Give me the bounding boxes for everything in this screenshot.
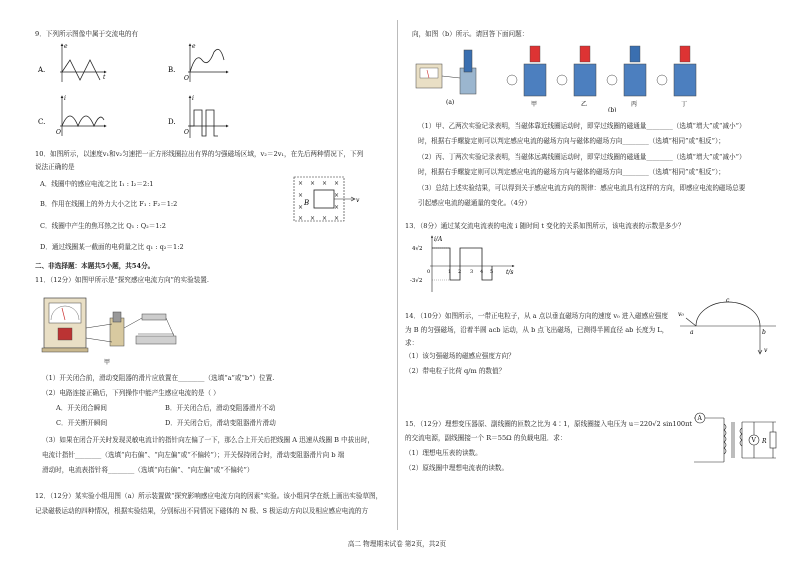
q13-y-label: i/A [434, 236, 443, 243]
q11-apparatus-figure [40, 288, 180, 368]
q12-label-yi: 乙 [581, 101, 588, 108]
q13-x-tick-3: 3 [470, 269, 474, 275]
q15-stem-cont: 的交流电源，副线圈接一个 R＝55Ω 的负载电阻．求： [405, 434, 567, 442]
q9-option-a-label: A. [38, 66, 46, 74]
q10-stem-cont: 说法正确的是 [35, 163, 75, 171]
q14-label-v: v [764, 347, 768, 354]
q10-option-a: A．线圈中的感应电流之比 I₁ : I₂＝2:1 [40, 180, 154, 188]
q14-stem-cont2: 求： [405, 339, 419, 347]
q9-d-axis-i: i [192, 95, 194, 102]
q9-option-b-label: B. [168, 66, 176, 74]
q15-sub2: （2）原线圈中理想电流表的读数。 [405, 464, 509, 472]
svg-text:×: × [298, 192, 304, 199]
q12-sub3-line1: （3）总结上述实验结果，可以得到关于感应电流方向的规律：感应电流具有这样的方向，即感应电流的磁场总要 [418, 184, 746, 192]
q12-fig-b-label: (b) [608, 107, 617, 112]
q11-opt-a: A．开关闭合瞬间 [56, 404, 107, 412]
q15-sub1: （1）理想电压表的读数。 [405, 449, 482, 457]
q11-opt-d: D．开关闭合后，滑动变阻器滑片滑动 [165, 419, 276, 427]
q11-opt-c: C．开关断开瞬间 [56, 419, 108, 427]
q12-coil-ding [657, 46, 696, 108]
q9-c-axis-i: i [64, 95, 66, 102]
q12-sub3-line2: 引起感应电流的磁通量的变化。（4分） [418, 199, 531, 207]
q12-sub1-line2: 时，根据右手螺旋定则可以判定感应电流的磁场方向与磁体的磁场方向________（选填“相同”或“相反”）； [418, 137, 725, 145]
svg-text:×: × [322, 215, 328, 222]
svg-text:×: × [310, 180, 316, 187]
q11-sub3-line1: （3）如果在闭合开关时发现灵敏电流计的指针向左偏了一下，那么合上开关后把线圈 A 迅速从线圈 B 中拔出时， [42, 436, 375, 444]
q11-sub3-line3: 滑动时，电流表指针将________（选填“向右偏”、“向左偏”或“不偏转”） [42, 466, 254, 474]
q15-voltmeter-label: V [751, 437, 756, 444]
q12-label-jia: 甲 [531, 101, 538, 108]
q12-fig-a-label: (a) [446, 99, 455, 106]
q13-stem: 13．（8分）通过某交流电流表的电流 i 随时间 t 变化的关系如图所示，该电流表的示数是多少？ [405, 222, 685, 230]
q11-fig-label: 甲 [104, 359, 111, 366]
q12-coil-yi [557, 46, 596, 108]
q11-opt-b: B．开关闭合后，滑动变阻器滑片不动 [165, 404, 276, 412]
q14-sub1: （1）该匀强磁场的磁感应强度方向？ [405, 352, 515, 360]
q14-stem-cont: 为 B 的匀强磁场，沿着半圆 acb 运动，从 b 点飞出磁场，已测得半圆直径 ab 长度为 L， [405, 326, 669, 334]
q10-option-d: D．通过线圈某一截面的电荷量之比 q₁ : q₂＝1:2 [40, 243, 184, 251]
q12-label-bing: 丙 [631, 101, 638, 108]
q12-sub1-line1: （1）甲、乙两次实验记录表明，当磁体靠近线圈运动时，即穿过线圈的磁通量________（选填“增大”或“减小”） [418, 122, 746, 130]
svg-text:×: × [334, 215, 340, 222]
q12-stem-cont: 记录磁极运动的四种情况，根据实验结果，分别标出不同情况下磁体的 N 极、S 极运动方向以及相应感应电流的方 [35, 507, 369, 515]
q14-stem: 14．（10分）如图所示，一带正电粒子，从 a 点以垂直磁场方向的速度 v₀ 进入磁感应强度 [405, 312, 668, 320]
q9-b-origin: O [184, 75, 189, 82]
svg-text:×: × [334, 180, 340, 187]
section-2-heading: 二、非选择题：本题共5小题，共54分。 [35, 262, 155, 270]
q13-x-tick-1: 1 [448, 269, 452, 275]
svg-text:×: × [298, 204, 304, 211]
q13-current-graph [410, 234, 520, 294]
svg-text:×: × [298, 180, 304, 187]
q14-label-a: a [690, 329, 694, 336]
q14-sub2: （2）带电粒子比荷 q/m 的数值？ [405, 367, 506, 375]
q12-stem: 12．（12分）某实验小组用图（a）所示装置做“探究影响感应电流方向的因素”实验。该小组同学在纸上画出实验草图， [35, 492, 383, 500]
q13-x-tick-0: 0 [427, 269, 431, 275]
q12-label-ding: 丁 [681, 101, 688, 108]
q9-option-d-label: D. [168, 118, 176, 126]
q14-label-c: c [726, 298, 730, 304]
q12-stem-cont2: 向，如图（b）所示。请回答下面问题： [412, 30, 529, 38]
svg-text:×: × [310, 215, 316, 222]
svg-text:×: × [322, 180, 328, 187]
q10-b-label: B [304, 199, 310, 207]
q15-stem: 15．（12分）理想变压器原、副线圈的匝数之比为 4∶1，原线圈接入电压为 u＝220√2 sin100πt [405, 420, 693, 428]
q9-b-axis-e: e [192, 43, 196, 50]
q11-sub3-line2: 电流计指针________（选填“向右偏”、“向左偏”或“不偏转”）；开关保持闭合时，滑动变阻器滑片向 b 端 [42, 451, 345, 459]
q13-y-pos-tick: 4√2 [412, 246, 423, 252]
q12-sub2-line1: （2）丙、丁两次实验记录表明，当磁体远离线圈运动时，即穿过线圈的磁通量________（选填“增大”或“减小”） [418, 153, 746, 161]
q14-label-b: b [762, 329, 766, 336]
column-divider [397, 20, 398, 530]
q13-x-tick-2: 2 [458, 269, 462, 275]
q15-r-label: R [762, 438, 767, 445]
q9-c-origin: O [56, 129, 61, 136]
q14-label-v0: v₀ [678, 311, 684, 318]
q9-d-origin: O [184, 129, 189, 136]
svg-text:×: × [334, 192, 340, 199]
q11-sub1: （1）开关闭合前，滑动变阻器的滑片应放置在________（选填“a”或“b”）位置. [42, 374, 275, 382]
q10-stem: 10．如图所示，以速度v₁和v₂匀速把一正方形线圈拉出有界的匀强磁场区域，v₂＝2v₁，在先后两种情况下，下列 [35, 150, 364, 158]
q15-transformer-circuit [690, 410, 780, 470]
q13-y-neg-tick: -3√2 [410, 278, 423, 284]
q13-x-label: t/s [506, 269, 514, 276]
q11-stem: 11．（12分）如图甲所示是“探究感应电流方向”的实验装置. [35, 276, 209, 284]
q9-option-c-label: C. [38, 118, 46, 126]
q9-graphs [30, 42, 230, 142]
svg-text:×: × [298, 215, 304, 222]
q9-stem: 9．下列所示图像中属于交流电的有 [35, 30, 139, 38]
svg-text:×: × [334, 204, 340, 211]
q11-sub2: （2）电路连接正确后，下列操作中能产生感应电流的是（ ） [42, 389, 220, 397]
q10-magnetic-field-figure [292, 175, 362, 225]
q9-a-axis-e: e [64, 43, 68, 50]
q10-option-b: B．作用在线圈上的外力大小之比 F₁ : F₂＝1:2 [40, 200, 178, 208]
q9-a-axis-t: t [103, 74, 106, 81]
q12-coil-bing [607, 46, 646, 108]
q10-v-label: v [356, 197, 360, 204]
q10-option-c: C．线圈中产生的焦耳热之比 Q₁ : Q₂＝1:2 [40, 222, 166, 230]
q12-sub2-line2: 时，根据右手螺旋定则可以判定感应电流的磁场方向与磁体的磁场方向________（选填“相同”或“相反”）； [418, 168, 725, 176]
q12-figures [412, 42, 712, 112]
q13-x-tick-4: 4 [480, 269, 484, 275]
q13-x-tick-5: 5 [490, 269, 494, 275]
q15-ammeter-label: A [697, 415, 702, 422]
page-footer: 高二 物理期末试卷 第2页，共2页 [347, 540, 447, 548]
q14-semicircle-figure [678, 298, 778, 358]
q12-coil-jia [507, 46, 546, 108]
